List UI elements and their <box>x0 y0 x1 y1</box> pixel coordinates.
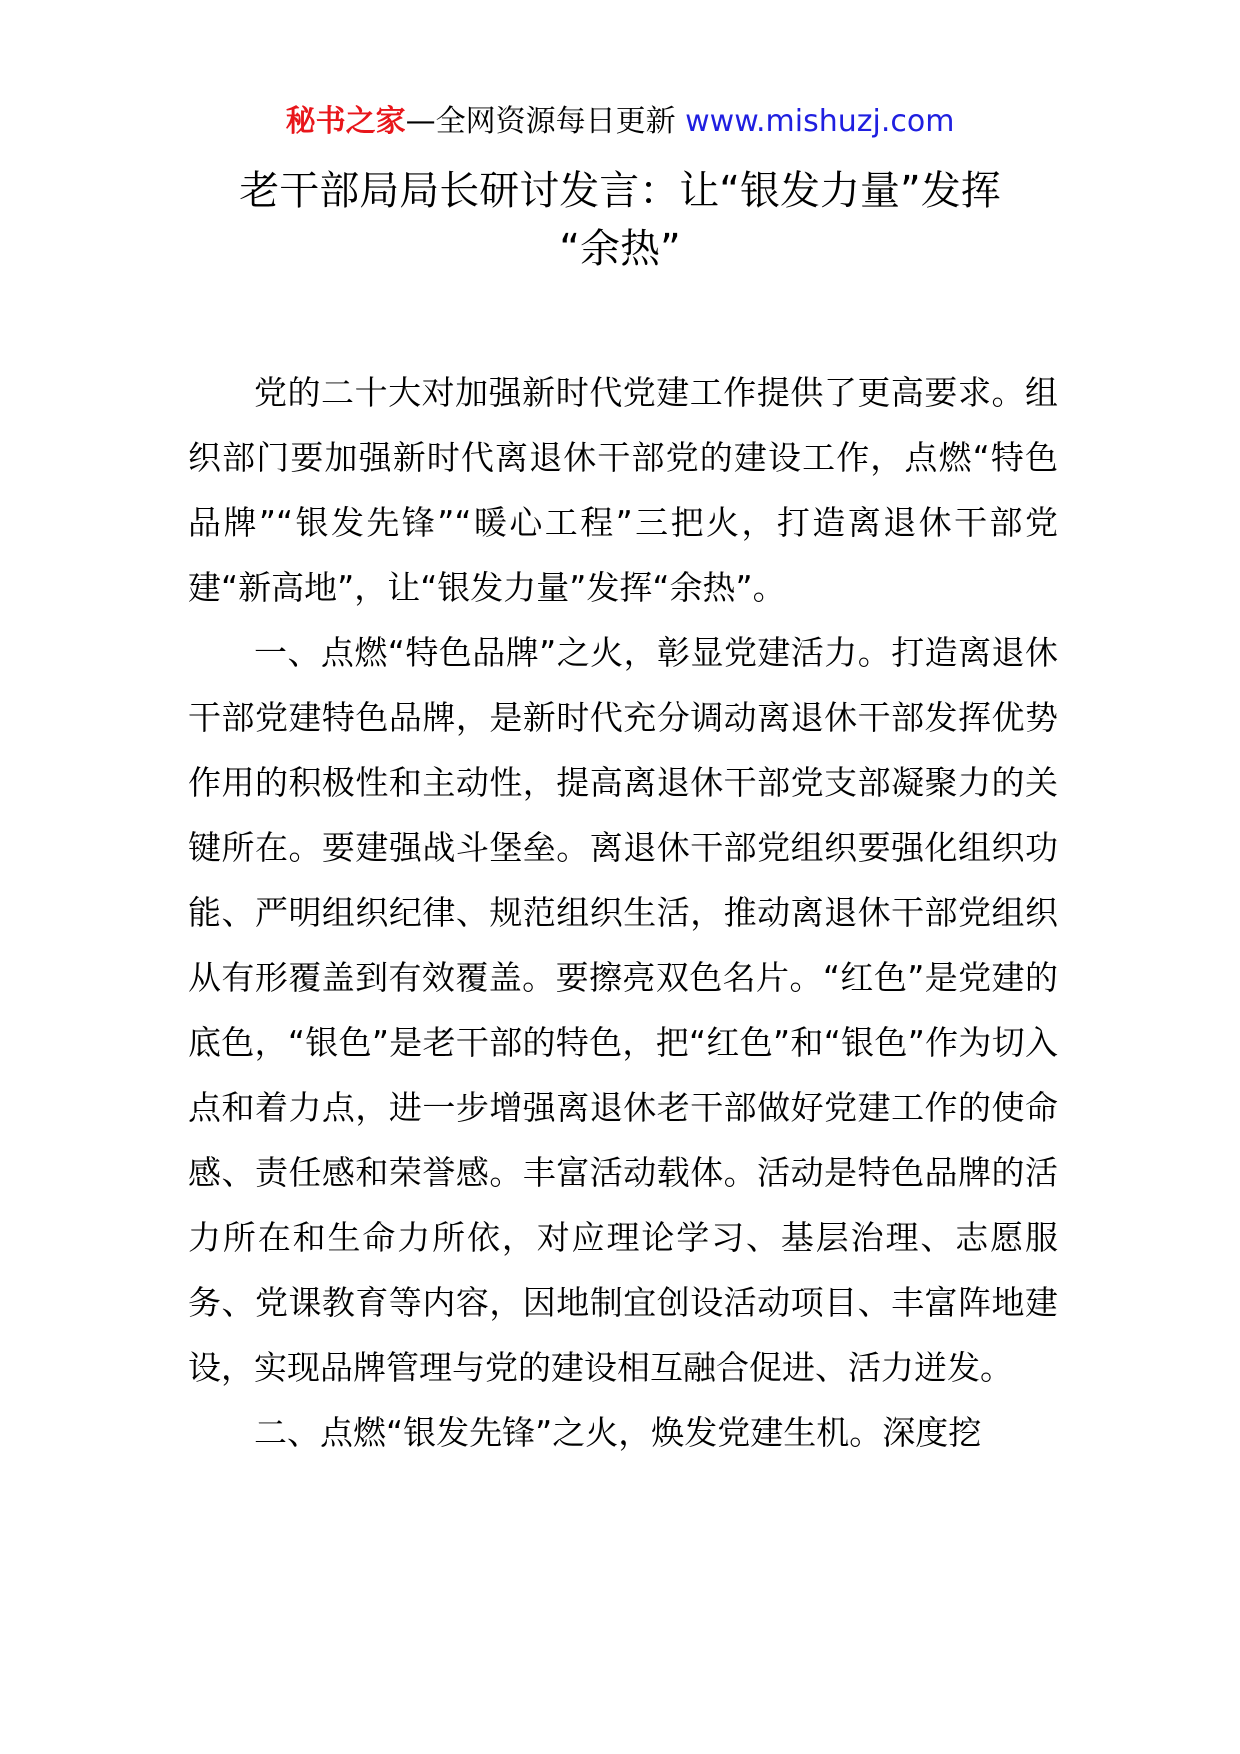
paragraph-intro: 党的二十大对加强新时代党建工作提供了更高要求。组织部门要加强新时代离退休干部党的建设工作，点燃“特色品牌”“银发先锋”“暖心工程”三把火，打造离退休干部党建“新高地”，让“银发力量”发挥“余热”。 <box>188 373 1058 607</box>
site-brand: 秘书之家 <box>285 104 406 139</box>
site-url-link[interactable]: www.mishuzj.com <box>685 104 955 139</box>
title-line-2: “余热” <box>559 226 681 272</box>
paragraph-section-1: 一、点燃“特色品牌”之火，彰显党建活力。打造离退休干部党建特色品牌，是新时代充分调动离退休干部发挥优势作用的积极性和主动性，提高离退休干部党支部凝聚力的关键所在。要建强战斗堡垒。离退休干部党组织要强化组织功能、严明组织纪律、规范组织生活，推动离退休干部党组织从有形覆盖到有效覆盖。要擦亮双色名片。“红色”是党建的底色，“银色”是老干部的特色，把“红色”和“银色”作为切入点和着力点，进一步增强离退休老干部做好党建工作的使命感、责任感和荣誉感。丰富活动载体。活动是特色品牌的活力所在和生命力所依，对应理论学习、基层治理、志愿服务、党课教育等内容，因地制宜创设活动项目、丰富阵地建设，实现品牌管理与党的建设相互融合促进、活力迸发。 <box>188 633 1058 1387</box>
document-body <box>188 360 1058 1465</box>
document-title <box>150 162 1090 278</box>
paragraph-section-2: 二、点燃“银发先锋”之火，焕发党建生机。深度挖 <box>254 1413 982 1452</box>
title-line-1: 老干部局局长研讨发言：让“银发力量”发挥 <box>239 168 1001 214</box>
site-header <box>0 100 1240 144</box>
site-tagline: —全网资源每日更新 <box>405 104 686 139</box>
